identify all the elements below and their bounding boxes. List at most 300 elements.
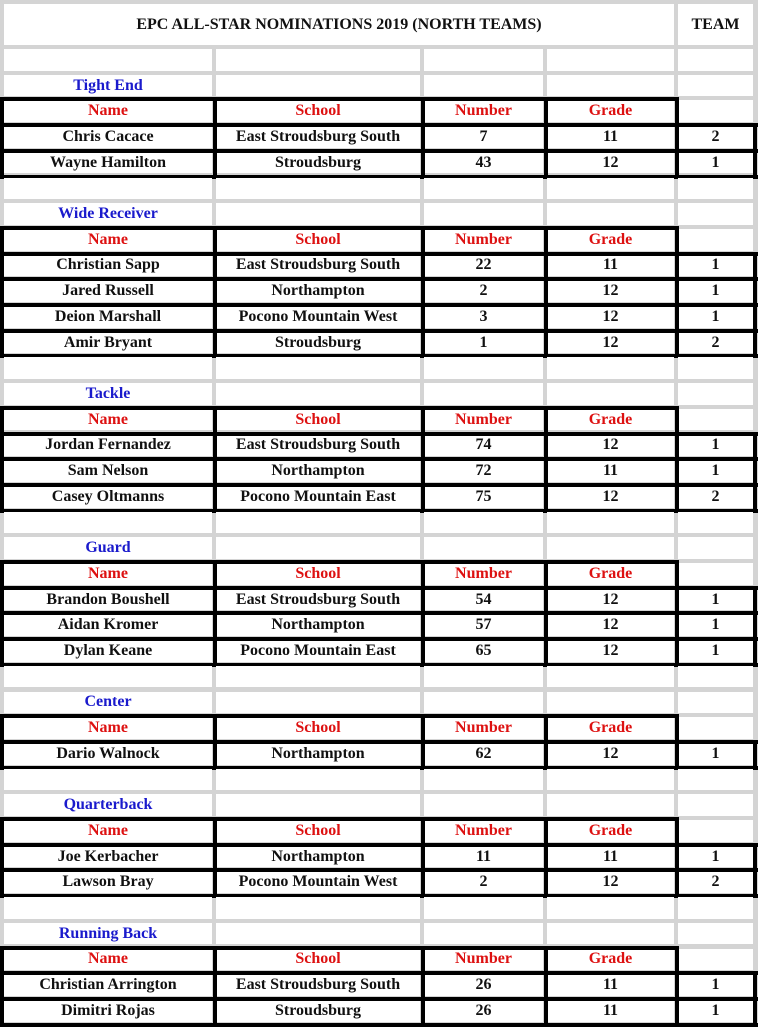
player-school[interactable]: Pocono Mountain West [216,871,420,893]
table-border [0,406,678,410]
table-border [0,252,4,358]
empty-cell[interactable] [424,357,543,379]
player-team[interactable]: 1 [678,614,753,636]
table-border [0,123,4,177]
table-border [544,560,548,588]
table-border [675,946,679,974]
column-header-school[interactable]: School [216,717,420,739]
table-border [0,432,4,512]
table-border [0,611,758,615]
player-school[interactable]: Northampton [216,460,420,482]
column-header-number[interactable]: Number [424,409,543,431]
column-header-grade[interactable]: Grade [547,100,674,122]
empty-cell[interactable] [216,897,420,919]
player-school[interactable]: Pocono Mountain East [216,640,420,662]
player-number[interactable]: 2 [424,871,543,893]
player-school[interactable]: East Stroudsburg South [216,589,420,611]
empty-cell[interactable] [547,897,674,919]
column-header-name[interactable]: Name [4,100,212,122]
table-border [675,252,679,358]
column-header-grade[interactable]: Grade [547,717,674,739]
table-border [421,740,425,769]
table-border [0,97,4,125]
column-header-row [0,98,758,124]
table-border [0,740,758,744]
column-header-row [0,227,758,253]
blank-row [0,510,758,536]
player-school[interactable]: East Stroudsburg South [216,974,420,996]
table-border [421,226,425,254]
table-border [675,123,679,177]
player-team[interactable]: 2 [678,126,753,148]
empty-cell[interactable] [678,537,753,559]
player-grade[interactable]: 12 [547,640,674,662]
player-number[interactable]: 43 [424,152,543,174]
player-number[interactable]: 26 [424,974,543,996]
empty-cell[interactable] [678,75,753,97]
column-header-name[interactable]: Name [4,409,212,431]
player-number[interactable]: 1 [424,332,543,354]
player-name[interactable]: Dylan Keane [4,640,212,662]
player-number[interactable]: 7 [424,126,543,148]
position-row [0,73,758,99]
empty-cell[interactable] [424,897,543,919]
player-row [0,741,758,767]
empty-cell[interactable] [547,794,674,816]
column-header-school[interactable]: School [216,409,420,431]
position-row [0,201,758,227]
table-border [544,971,548,1025]
player-grade[interactable]: 12 [547,743,674,765]
player-team[interactable]: 1 [678,255,753,277]
empty-cell[interactable] [547,383,674,405]
empty-cell[interactable] [216,357,420,379]
table-border [421,946,425,974]
player-school[interactable]: Northampton [216,280,420,302]
player-team[interactable]: 1 [678,846,753,868]
table-border [675,560,679,588]
table-border [0,457,758,461]
column-header-name[interactable]: Name [4,949,212,971]
position-label[interactable]: Center [4,692,212,714]
table-border [544,406,548,434]
player-row [0,433,758,459]
empty-cell[interactable] [678,383,753,405]
player-number[interactable]: 3 [424,306,543,328]
empty-cell[interactable] [424,923,543,945]
player-name[interactable]: Deion Marshall [4,306,212,328]
player-name[interactable]: Aidan Kromer [4,614,212,636]
column-header-number[interactable]: Number [424,949,543,971]
player-team[interactable]: 1 [678,435,753,457]
empty-cell[interactable] [424,537,543,559]
table-border [0,997,758,1001]
empty-cell[interactable] [424,75,543,97]
column-header-number[interactable]: Number [424,100,543,122]
column-header-row [0,561,758,587]
column-header-school[interactable]: School [216,563,420,585]
column-header-grade[interactable]: Grade [547,409,674,431]
blank-row [0,895,758,921]
player-school[interactable]: Northampton [216,743,420,765]
player-team[interactable]: 1 [678,974,753,996]
player-grade[interactable]: 12 [547,589,674,611]
empty-cell[interactable] [216,75,420,97]
empty-cell[interactable] [424,178,543,200]
player-grade[interactable]: 12 [547,614,674,636]
column-header-number[interactable]: Number [424,820,543,842]
empty-cell[interactable] [547,49,674,71]
player-grade[interactable]: 12 [547,486,674,508]
empty-cell[interactable] [424,666,543,688]
player-name[interactable]: Christian Sapp [4,255,212,277]
position-label[interactable]: Tight End [4,75,212,97]
table-border [0,303,758,307]
player-school[interactable]: Pocono Mountain West [216,306,420,328]
table-border [0,714,4,742]
table-border [0,714,678,718]
empty-cell[interactable] [216,178,420,200]
sheet-title[interactable]: EPC ALL-STAR NOMINATIONS 2019 (NORTH TEAMS) [4,4,674,45]
empty-cell[interactable] [678,357,753,379]
empty-cell[interactable] [678,794,753,816]
table-border [675,406,679,434]
table-border [544,817,548,845]
table-border [213,714,217,742]
table-border [0,817,678,821]
table-border [753,123,757,177]
table-border [0,432,758,436]
table-border [0,97,678,101]
position-label[interactable]: Wide Receiver [4,203,212,225]
empty-cell[interactable] [547,357,674,379]
table-border [0,946,678,950]
empty-cell[interactable] [678,949,753,971]
column-header-number[interactable]: Number [424,717,543,739]
player-number[interactable]: 22 [424,255,543,277]
column-header-name[interactable]: Name [4,717,212,739]
table-border [544,252,548,358]
empty-cell[interactable] [678,203,753,225]
column-header-grade[interactable]: Grade [547,820,674,842]
table-border [213,252,217,358]
player-school[interactable]: Northampton [216,846,420,868]
column-header-grade[interactable]: Grade [547,563,674,585]
player-row [0,484,758,510]
empty-cell[interactable] [678,49,753,71]
empty-cell[interactable] [678,409,753,431]
player-name[interactable]: Amir Bryant [4,332,212,354]
empty-cell[interactable] [547,692,674,714]
player-school[interactable]: Northampton [216,614,420,636]
empty-cell[interactable] [216,794,420,816]
player-name[interactable]: Joe Kerbacher [4,846,212,868]
position-row [0,921,758,947]
empty-cell[interactable] [216,666,420,688]
player-team[interactable]: 1 [678,460,753,482]
column-header-row [0,407,758,433]
player-team[interactable]: 1 [678,280,753,302]
empty-cell[interactable] [547,178,674,200]
player-row [0,150,758,176]
empty-cell[interactable] [424,203,543,225]
player-grade[interactable]: 11 [547,126,674,148]
empty-cell[interactable] [424,692,543,714]
empty-cell[interactable] [424,512,543,534]
empty-cell[interactable] [678,563,753,585]
column-header-name[interactable]: Name [4,563,212,585]
position-row [0,381,758,407]
table-border [421,123,425,177]
empty-cell[interactable] [4,49,212,71]
player-number[interactable]: 11 [424,846,543,868]
player-grade[interactable]: 12 [547,435,674,457]
player-team[interactable]: 1 [678,640,753,662]
empty-cell[interactable] [424,769,543,791]
player-number[interactable]: 57 [424,614,543,636]
table-border [213,843,217,897]
empty-cell[interactable] [4,666,212,688]
empty-cell[interactable] [678,769,753,791]
empty-cell[interactable] [4,512,212,534]
player-school[interactable]: East Stroudsburg South [216,435,420,457]
player-grade[interactable]: 12 [547,306,674,328]
player-row [0,587,758,613]
column-header-number[interactable]: Number [424,229,543,251]
empty-cell[interactable] [4,357,212,379]
empty-cell[interactable] [678,717,753,739]
empty-cell[interactable] [216,769,420,791]
table-border [213,560,217,588]
empty-cell[interactable] [678,923,753,945]
table-border [544,714,548,742]
player-row [0,278,758,304]
player-school[interactable]: East Stroudsburg South [216,126,420,148]
position-label[interactable]: Running Back [4,923,212,945]
player-number[interactable]: 26 [424,1000,543,1022]
column-header-grade[interactable]: Grade [547,229,674,251]
player-name[interactable]: Christian Arrington [4,974,212,996]
blank-row [0,176,758,202]
table-border [0,817,4,845]
table-border [213,946,217,974]
table-border [421,432,425,512]
empty-cell[interactable] [4,897,212,919]
table-border [675,843,679,897]
blank-row [0,355,758,381]
empty-cell[interactable] [216,512,420,534]
table-border [213,97,217,125]
table-border [0,868,758,872]
empty-cell[interactable] [424,794,543,816]
player-name[interactable]: Dimitri Rojas [4,1000,212,1022]
player-row [0,330,758,356]
player-number[interactable]: 54 [424,589,543,611]
position-row [0,792,758,818]
player-name[interactable]: Casey Oltmanns [4,486,212,508]
table-border [544,226,548,254]
table-border [675,226,679,254]
table-border [421,817,425,845]
player-team[interactable]: 1 [678,152,753,174]
table-border [544,123,548,177]
player-row [0,844,758,870]
table-border [213,586,217,666]
position-label[interactable]: Guard [4,537,212,559]
player-row [0,869,758,895]
player-team[interactable]: 1 [678,1000,753,1022]
player-grade[interactable]: 12 [547,871,674,893]
empty-cell[interactable] [547,512,674,534]
table-border [0,123,758,127]
empty-cell[interactable] [216,49,420,71]
player-name[interactable]: Chris Cacace [4,126,212,148]
empty-cell[interactable] [4,178,212,200]
empty-cell[interactable] [216,203,420,225]
table-border [421,586,425,666]
position-row [0,690,758,716]
player-team[interactable]: 1 [678,306,753,328]
empty-cell[interactable] [216,692,420,714]
empty-cell[interactable] [216,383,420,405]
table-border [0,560,678,564]
player-grade[interactable]: 12 [547,280,674,302]
column-header-name[interactable]: Name [4,820,212,842]
table-border [0,483,758,487]
empty-cell[interactable] [4,769,212,791]
player-name[interactable]: Sam Nelson [4,460,212,482]
empty-cell[interactable] [678,897,753,919]
empty-cell[interactable] [678,100,753,122]
table-border [0,226,4,254]
player-number[interactable]: 2 [424,280,543,302]
player-team[interactable]: 1 [678,743,753,765]
player-grade[interactable]: 11 [547,460,674,482]
empty-cell[interactable] [424,49,543,71]
player-name[interactable]: Wayne Hamilton [4,152,212,174]
blank-row [0,767,758,793]
empty-cell[interactable] [547,769,674,791]
player-name[interactable]: Lawson Bray [4,871,212,893]
empty-cell[interactable] [547,666,674,688]
empty-cell[interactable] [678,820,753,842]
column-header-grade[interactable]: Grade [547,949,674,971]
player-grade[interactable]: 12 [547,152,674,174]
empty-cell[interactable] [547,923,674,945]
player-team[interactable]: 1 [678,589,753,611]
empty-cell[interactable] [678,512,753,534]
player-team[interactable]: 2 [678,332,753,354]
position-label[interactable]: Quarterback [4,794,212,816]
table-border [213,406,217,434]
table-border [675,586,679,666]
blank-row [0,47,758,73]
player-number[interactable]: 62 [424,743,543,765]
player-grade[interactable]: 11 [547,846,674,868]
table-border [0,226,678,230]
table-border [675,432,679,512]
table-border [675,97,679,125]
table-border [0,740,4,769]
player-school[interactable]: Stroudsburg [216,332,420,354]
position-row [0,535,758,561]
table-border [213,123,217,177]
column-header-row [0,947,758,973]
empty-cell[interactable] [216,537,420,559]
player-team[interactable]: 2 [678,871,753,893]
empty-cell[interactable] [216,923,420,945]
player-row [0,612,758,638]
table-border [0,406,4,434]
player-name[interactable]: Brandon Boushell [4,589,212,611]
player-name[interactable]: Dario Walnock [4,743,212,765]
table-border [213,226,217,254]
player-name[interactable]: Jordan Fernandez [4,435,212,457]
table-border [753,740,757,769]
column-header-number[interactable]: Number [424,563,543,585]
empty-cell[interactable] [678,229,753,251]
empty-cell[interactable] [547,75,674,97]
table-border [421,97,425,125]
table-border [213,740,217,769]
player-school[interactable]: East Stroudsburg South [216,255,420,277]
column-header-school[interactable]: School [216,949,420,971]
player-number[interactable]: 74 [424,435,543,457]
table-border [544,946,548,974]
player-school[interactable]: Pocono Mountain East [216,486,420,508]
position-label[interactable]: Tackle [4,383,212,405]
table-border [675,817,679,845]
player-school[interactable]: Stroudsburg [216,152,420,174]
team-column-header[interactable]: TEAM [678,4,753,45]
player-grade[interactable]: 11 [547,974,674,996]
player-row [0,124,758,150]
column-header-school[interactable]: School [216,820,420,842]
empty-cell[interactable] [547,203,674,225]
table-border [753,843,757,897]
player-name[interactable]: Jared Russell [4,280,212,302]
player-row [0,972,758,998]
table-border [0,329,758,333]
player-number[interactable]: 75 [424,486,543,508]
empty-cell[interactable] [547,537,674,559]
player-grade[interactable]: 11 [547,1000,674,1022]
empty-cell[interactable] [424,383,543,405]
column-header-school[interactable]: School [216,100,420,122]
player-number[interactable]: 65 [424,640,543,662]
player-number[interactable]: 72 [424,460,543,482]
player-school[interactable]: Stroudsburg [216,1000,420,1022]
player-grade[interactable]: 11 [547,255,674,277]
table-border [421,560,425,588]
player-grade[interactable]: 12 [547,332,674,354]
table-border [0,149,758,153]
column-header-name[interactable]: Name [4,229,212,251]
empty-cell[interactable] [678,666,753,688]
player-row [0,998,758,1024]
empty-cell[interactable] [678,692,753,714]
table-border [213,971,217,1025]
table-border [544,97,548,125]
table-border [544,843,548,897]
player-team[interactable]: 2 [678,486,753,508]
table-border [421,714,425,742]
column-header-school[interactable]: School [216,229,420,251]
table-border [0,252,758,256]
empty-cell[interactable] [678,178,753,200]
table-border [753,252,757,358]
table-border [421,971,425,1025]
